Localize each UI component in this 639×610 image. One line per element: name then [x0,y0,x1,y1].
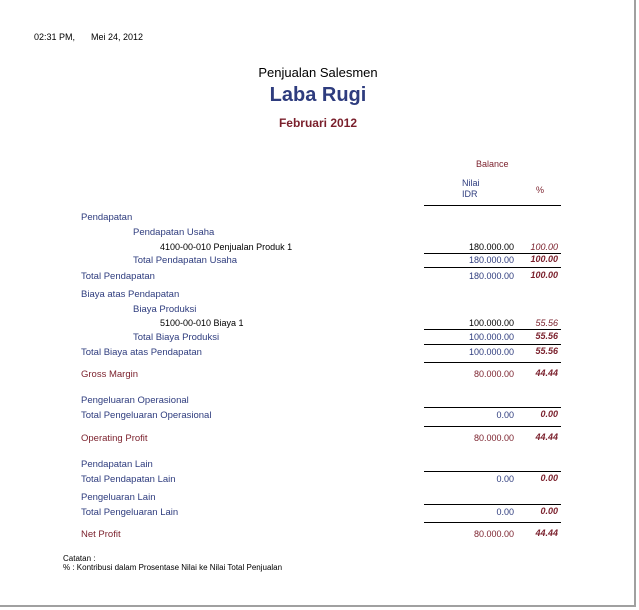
subtotal-line [424,407,561,408]
total-pendapatan-usaha-percent: 100.00 [530,254,558,264]
subtotal-line [424,504,561,505]
account-row-value: 100.000.00 [468,318,514,328]
print-time: 02:31 PM, [34,32,76,42]
group-biaya-produksi: Biaya Produksi [133,304,197,315]
gross-margin-percent: 44.44 [535,368,558,378]
subtotal-line [424,329,561,330]
section-pengeluaran-lain: Pengeluaran Lain [81,492,156,503]
total-biaya-produksi-percent: 55.56 [535,331,558,341]
section-pendapatan-lain: Pendapatan Lain [81,459,153,470]
total-pendapatan-lain-percent: 0.00 [540,473,558,483]
total-pendapatan-lain-value: 0.00 [496,474,514,484]
operating-profit-percent: 44.44 [535,432,558,442]
account-row-percent: 100.00 [530,242,558,252]
subtotal-line [424,522,561,523]
total-biaya-produksi-label: Total Biaya Produksi [133,332,220,343]
total-pengeluaran-operasional-value: 0.00 [496,410,514,420]
total-pendapatan-percent: 100.00 [530,270,558,280]
net-profit-value: 80.000.00 [473,529,514,539]
total-pengeluaran-lain-value: 0.00 [496,507,514,517]
account-row-value: 180.000.00 [468,242,514,252]
total-pengeluaran-operasional-percent: 0.00 [540,409,558,419]
report-period: Februari 2012 [278,116,358,130]
report-title: Laba Rugi [269,84,367,106]
account-row-percent: 55.56 [535,318,558,328]
balance-column-header: Balance [476,159,509,169]
subtotal-line [424,426,561,427]
gross-margin-value: 80.000.00 [473,369,514,379]
total-biaya-atas-pendapatan-label: Total Biaya atas Pendapatan [81,347,202,358]
account-row-label: 5100-00-010 Biaya 1 [160,318,244,328]
group-pendapatan-usaha: Pendapatan Usaha [133,227,215,238]
total-pendapatan-value: 180.000.00 [468,271,514,281]
total-pendapatan-usaha-value: 180.000.00 [468,255,514,265]
subtotal-line [424,267,561,268]
nilai-column-header: Nilai [462,178,480,188]
total-pengeluaran-lain-percent: 0.00 [540,506,558,516]
section-pengeluaran-operasional: Pengeluaran Operasional [81,395,189,406]
account-row-label: 4100-00-010 Penjualan Produk 1 [160,242,293,252]
company-name: Penjualan Salesmen [258,65,378,80]
section-pendapatan: Pendapatan [81,212,133,223]
operating-profit-label: Operating Profit [81,433,148,444]
notes-heading: Catatan : [63,554,96,563]
header-underline [424,205,561,206]
total-pendapatan-usaha-label: Total Pendapatan Usaha [133,255,238,266]
total-pengeluaran-operasional-label: Total Pengeluaran Operasional [81,410,212,421]
net-profit-percent: 44.44 [535,528,558,538]
total-biaya-atas-pendapatan-percent: 55.56 [535,346,558,356]
total-pendapatan-label: Total Pendapatan [81,271,155,282]
net-profit-label: Net Profit [81,529,121,540]
section-biaya-atas-pendapatan: Biaya atas Pendapatan [81,289,180,300]
notes-line: % : Kontribusi dalam Prosentase Nilai ke Nilai Total Penjualan [63,563,283,572]
total-pengeluaran-lain-label: Total Pengeluaran Lain [81,507,179,518]
idr-column-header: IDR [462,189,478,199]
total-pendapatan-lain-label: Total Pendapatan Lain [81,474,176,485]
print-date: Mei 24, 2012 [91,32,144,42]
gross-margin-label: Gross Margin [81,369,139,380]
percent-column-header: % [536,185,545,195]
subtotal-line [424,362,561,363]
total-biaya-produksi-value: 100.000.00 [468,332,514,342]
total-biaya-atas-pendapatan-value: 100.000.00 [468,347,514,357]
subtotal-line [424,471,561,472]
subtotal-line [424,344,561,345]
operating-profit-value: 80.000.00 [473,433,514,443]
